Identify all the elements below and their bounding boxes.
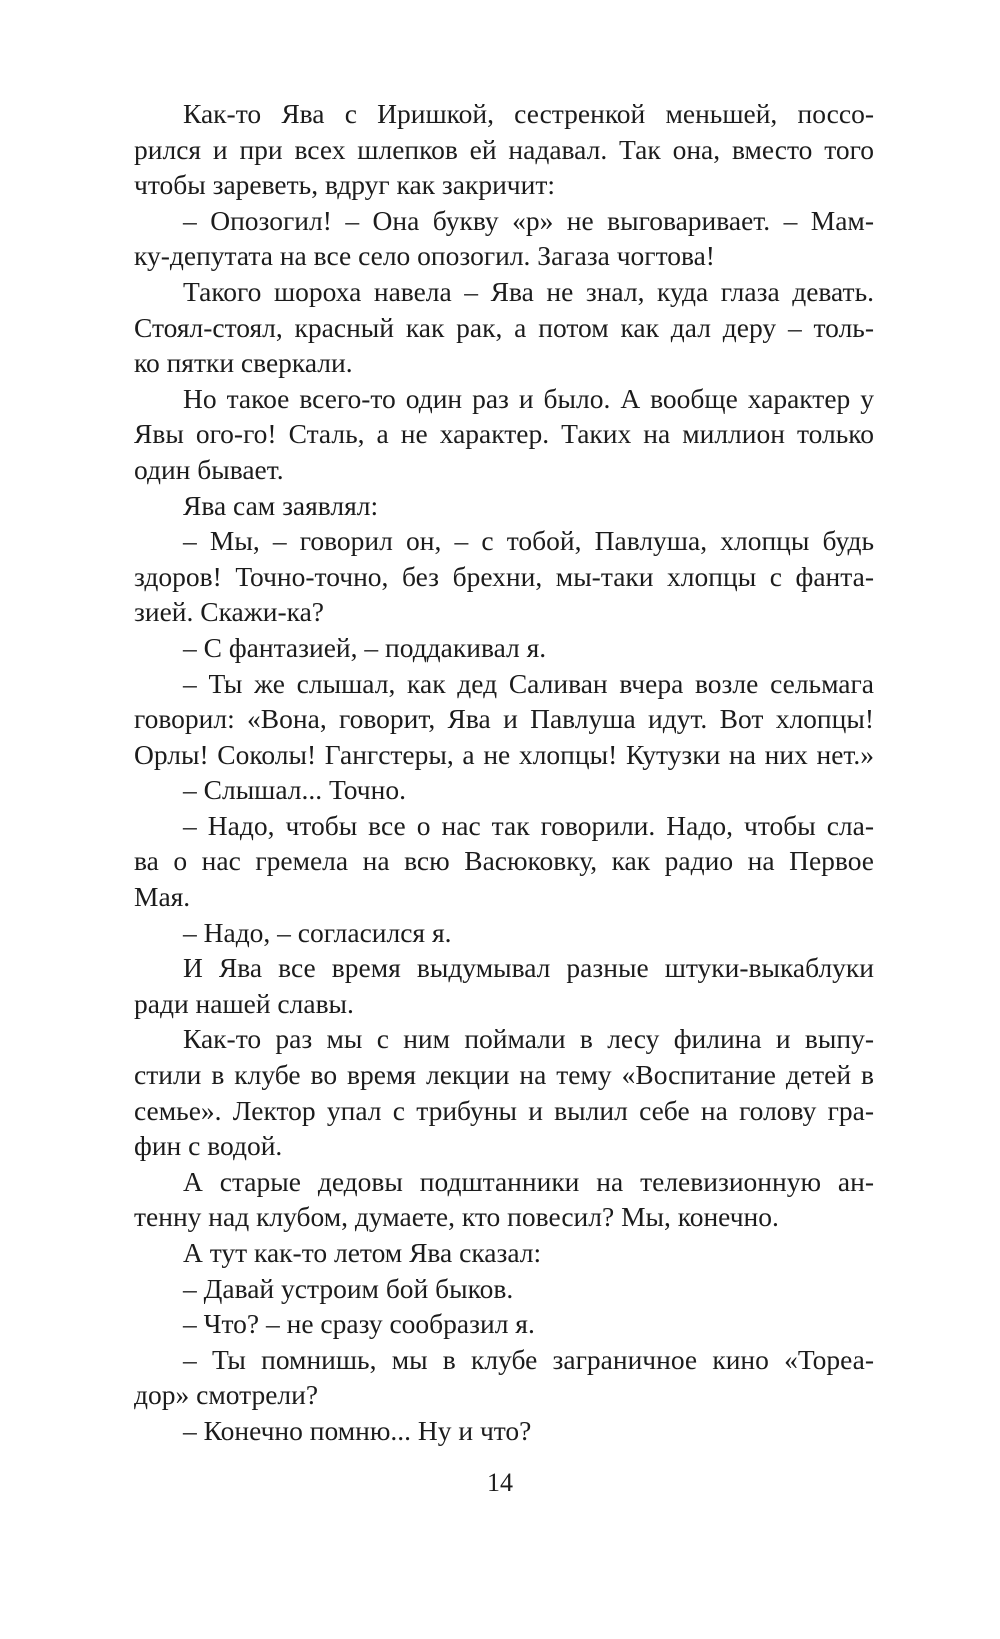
text-line: А тут как-то летом Ява сказал: (183, 1237, 542, 1268)
text-line: Как-то Ява с Иришкой, сестренкой меньшей, поссо- (183, 98, 874, 129)
text-line: зией. Скажи-ка? (134, 596, 324, 628)
body-text (134, 96, 874, 1449)
text-line: семье». Лектор упал с трибуны и вылил себе на голову гра- (134, 1094, 874, 1126)
text-line: – Мы, – говорил он, – с тобой, Павлуша, хлопцы будь (183, 525, 874, 557)
text-line: – Опозогил! – Она букву «р» не выговаривает. – Мам- (183, 204, 874, 236)
text-line: Но такое всего-то один раз и было. А вообще характер у (183, 382, 874, 414)
text-line: ко пятки сверкали. (134, 347, 353, 379)
text-line: ку-депутата на все село опозогил. Загаза чогтова! (134, 240, 715, 272)
text-line: чтобы зареветь, вдруг как закричит: (134, 169, 556, 201)
text-line: Явы ого-го! Сталь, а не характер. Таких на миллион только (134, 418, 874, 450)
text-line: один бывает. (134, 453, 284, 485)
text-line: Стоял-стоял, красный как рак, а потом как дал деру – толь- (134, 311, 874, 343)
text-line: говорил: «Вона, говорит, Ява и Павлуша идут. Вот хлопцы! (134, 703, 874, 735)
text-line: – Слышал... Точно. (183, 774, 406, 806)
text-line: – Ты помнишь, мы в клубе заграничное кино «Тореа- (183, 1343, 874, 1375)
text-line: здоров! Точно-точно, без брехни, мы-таки хлопцы с фанта- (134, 560, 874, 592)
text-line: ради нашей славы. (134, 987, 354, 1019)
text-line: А старые дедовы подштанники на телевизионную ан- (183, 1165, 874, 1197)
text-line: – С фантазией, – поддакивал я. (183, 631, 547, 663)
text-line: И Ява все время выдумывал разные штуки-выкаблуки (183, 952, 874, 984)
text-line: – Конечно помню... Ну и что? (183, 1414, 532, 1446)
text-line: рился и при всех шлепков ей надавал. Так она, вместо того (134, 133, 874, 165)
text-line: – Ты же слышал, как дед Саливан вчера возле сельмага (183, 667, 874, 699)
text-line: Как-то раз мы с ним поймали в лесу филина и выпу- (183, 1023, 874, 1055)
text-line: стили в клубе во время лекции на тему «Воспитание детей в (134, 1059, 874, 1091)
page-number: 14 (487, 1468, 513, 1497)
text-line: Орлы! Соколы! Гангстеры, а не хлопцы! Кутузки на них нет.» (134, 738, 874, 770)
text-line: тенну над клубом, думаете, кто повесил? Мы, конечно. (134, 1201, 779, 1233)
text-line: – Надо, чтобы все о нас так говорили. Надо, чтобы сла- (183, 809, 874, 841)
text-line: Мая. (134, 881, 191, 913)
text-line: Такого шороха навела – Ява не знал, куда глаза девать. (183, 275, 874, 307)
text-line: Ява сам заявлял: (183, 489, 379, 521)
text-line: дор» смотрели? (134, 1379, 319, 1411)
text-line: – Что? – не сразу сообразил я. (183, 1308, 535, 1340)
text-line: фин с водой. (134, 1130, 283, 1162)
text-line: – Давай устроим бой быков. (183, 1272, 514, 1304)
text-line: ва о нас гремела на всю Васюковку, как радио на Первое (134, 845, 874, 877)
text-line: – Надо, – согласился я. (183, 916, 452, 948)
